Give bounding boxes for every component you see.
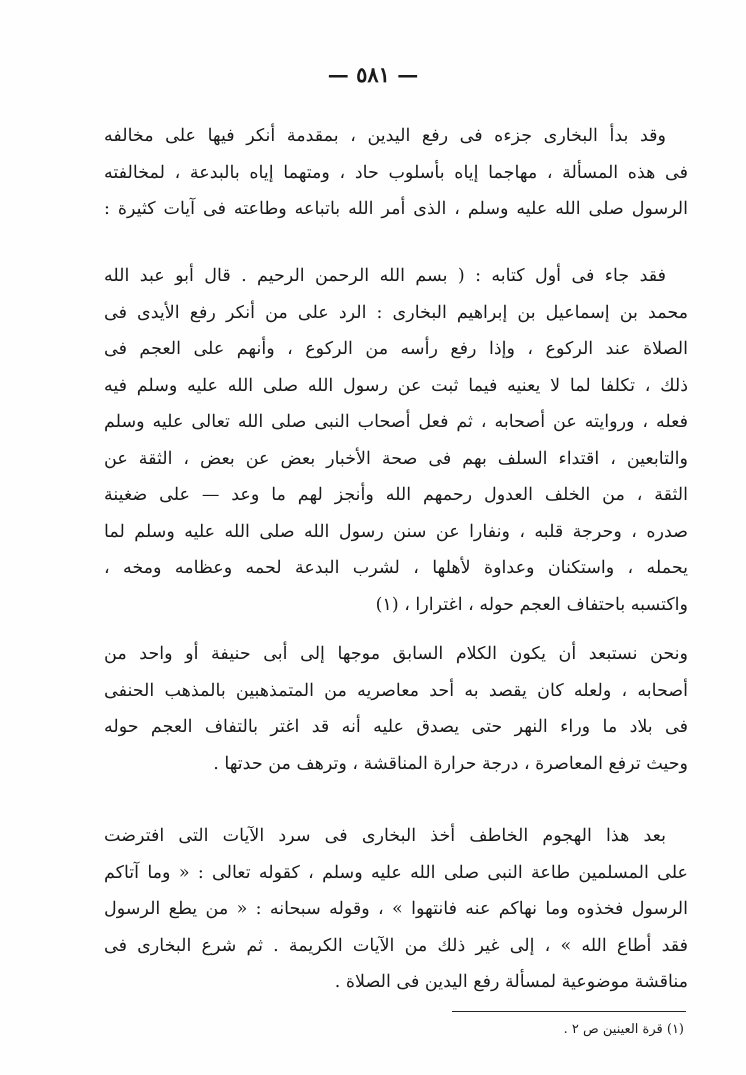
text-line: ذلك ، تكلفا لما لا يعنيه فيما ثبت عن رسول الله صلى الله عليه وسلم فيه [104,375,688,396]
text-line: فى بلاد ما وراء النهر حتى يصدق عليه أنه قد اغتر بالتفاف العجم حوله [104,717,688,737]
text-line: الرسول صلى الله عليه وسلم ، الذى أمر الله باتباعه وطاعته فى آيات كثيرة : [104,199,688,219]
text-line: الرسول فخذوه وما نهاكم عنه فانتهوا » ، وقوله سبحانه : « من يطع الرسول [104,899,688,919]
text-line: فقد جاء فى أول كتابه : ( بسم الله الرحمن الرحيم . قال أبو عبد الله [104,266,666,286]
text-line: مناقشة موضوعية لمسألة رفع اليدين فى الصلاة . [334,972,688,992]
paragraph-intro [104,118,688,228]
text-line: والتابعين ، اقتداء السلف بهم فى صحة الأخبار بعض عن بعض ، الثقة عن [104,448,688,469]
text-line: فقد أطاع الله » ، إلى غير ذلك من الآيات الكريمة . ثم شرع البخارى فى [104,935,688,956]
text-line: على المسلمين طاعة النبى صلى الله عليه وسلم ، كقوله تعالى : « وما آتاكم [104,862,688,883]
text-line: وحيث ترفع المعاصرة ، درجة حرارة المناقشة ، وترهف من حدتها . [213,753,688,774]
text-line: الصلاة عند الركوع ، وإذا رفع رأسه من الركوع ، وأنهم على العجم فى [104,339,688,359]
text-line: أصحابه ، ولعله كان يقصد به أحد معاصريه من المتمذهبين بالمذهب الحنفى [104,680,688,701]
text-line: بعد هذا الهجوم الخاطف أخذ البخارى فى سرد الآيات التى افترضت [104,826,666,846]
text-line: ونحن نستبعد أن يكون الكلام السابق موجها إلى أبى حنيفة أو واحد من [104,644,688,664]
text-line: فعله ، وروايته عن أصحابه ، ثم فعل أصحاب النبى صلى الله تعالى عليه وسلم [104,412,688,432]
text-line: صدره ، وحرجة قلبه ، ونفارا عن سنن رسول الله صلى الله عليه وسلم لما [104,521,688,542]
text-line: فى هذه المسألة ، مهاجما إياه بأسلوب حاد ، ومتهما إياه بالبدعة ، لمخالفته [104,162,688,183]
page-number: — ٥٨١ — [327,62,419,87]
text-line: محمد بن إسماعيل بن إبراهيم البخارى : الرد على من أنكر رفع الأيدى فى [104,302,688,323]
text-line: وقد بدأ البخارى جزءه فى رفع اليدين ، بمقدمة أنكر فيها على مخالفه [104,126,666,146]
paragraph-verses [104,818,688,1001]
footnote: (١) قرة العينين ص ٢ . [563,1022,684,1037]
text-line: الثقة ، من الخلف العدول رحمهم الله وأنجز لهم ما وعد — على ضغينة [104,485,688,505]
text-line: يحمله ، واستكنان وعداوة لأهلها ، لشرب البدعة لحمه وعظامه ومخه ، [104,558,688,578]
text-line: واكتسبه باحتفاف العجم حوله ، اغترارا ، (١) [375,594,688,615]
footnote-divider [452,1011,686,1012]
paragraph-quotation [104,258,688,623]
paragraph-commentary [104,636,688,782]
